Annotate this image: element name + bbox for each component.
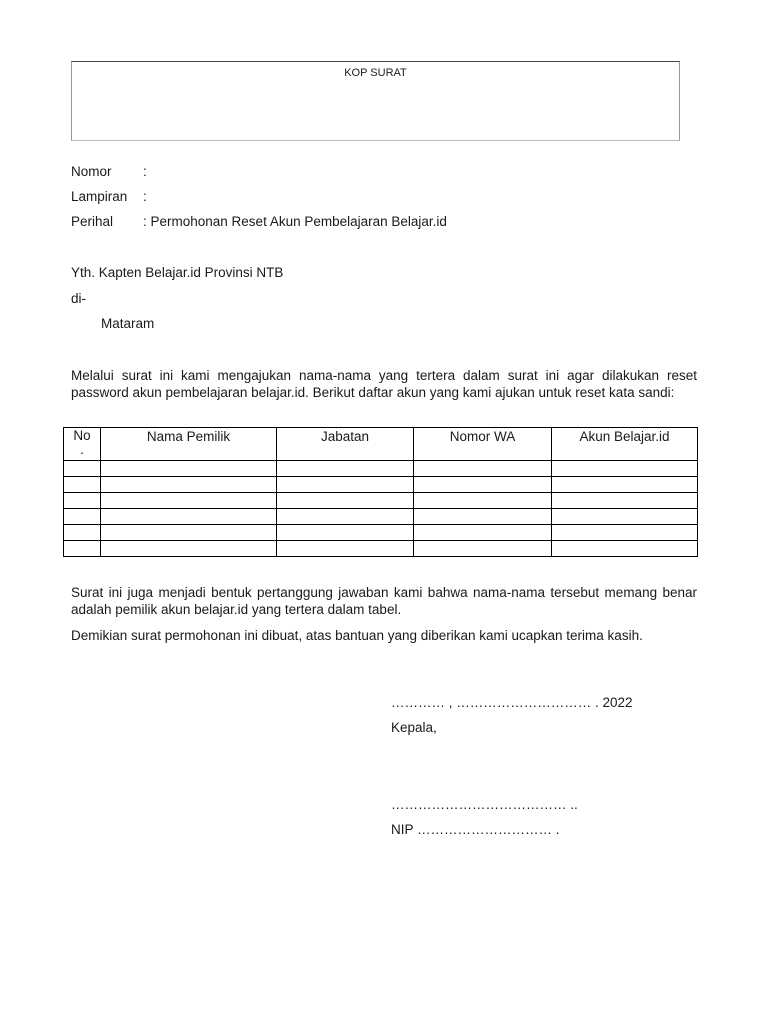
letterhead-box <box>71 61 680 141</box>
table-row <box>64 541 698 557</box>
header-nama-pemilik: Nama Pemilik <box>101 428 277 461</box>
nomor-line <box>71 164 147 180</box>
table-row <box>64 525 698 541</box>
nomor-label: Nomor <box>71 164 112 179</box>
signature-position: Kepala, <box>391 720 437 735</box>
lampiran-label: Lampiran <box>71 189 128 204</box>
perihal-line <box>71 214 447 230</box>
recipient-line: Yth. Kapten Belajar.id Provinsi NTB <box>71 265 284 280</box>
nomor-value: : <box>143 164 147 179</box>
recipient-city: Mataram <box>101 316 155 331</box>
intro-paragraph: Melalui surat ini kami mengajukan nama-nama yang tertera dalam surat ini agar dilakukan reset password akun pembelajaran belajar.id. Berikut daftar akun yang kami ajukan untuk reset kata sandi: <box>71 368 697 400</box>
perihal-label: Perihal <box>71 214 114 229</box>
letterhead-title: KOP SURAT <box>344 67 407 79</box>
table-row <box>64 493 698 509</box>
closing-paragraph-1: Surat ini juga menjadi bentuk pertanggung jawaban kami bahwa nama-nama tersebut memang benar adalah pemilik akun belajar.id yang tertera dalam tabel. <box>71 585 697 617</box>
table-row <box>64 461 698 477</box>
table-header-row <box>64 428 698 461</box>
signature-nip: NIP ………………………… . <box>391 822 560 837</box>
header-jabatan: Jabatan <box>277 428 414 461</box>
perihal-value: : Permohonan Reset Akun Pembelajaran Belajar.id <box>143 214 447 229</box>
table-row <box>64 509 698 525</box>
table-row <box>64 477 698 493</box>
header-nomor-wa: Nomor WA <box>414 428 552 461</box>
recipient-di: di- <box>71 291 87 306</box>
header-no: No . <box>64 428 101 461</box>
signature-name: ………………………………… .. <box>391 797 578 812</box>
lampiran-line <box>71 189 147 205</box>
account-table <box>63 427 698 557</box>
signature-date: ………… , ………………………… . 2022 <box>391 695 633 710</box>
lampiran-value: : <box>143 189 147 204</box>
header-akun-belajar: Akun Belajar.id <box>552 428 698 461</box>
closing-paragraph-2: Demikian surat permohonan ini dibuat, atas bantuan yang diberikan kami ucapkan terima kasih. <box>71 628 643 643</box>
